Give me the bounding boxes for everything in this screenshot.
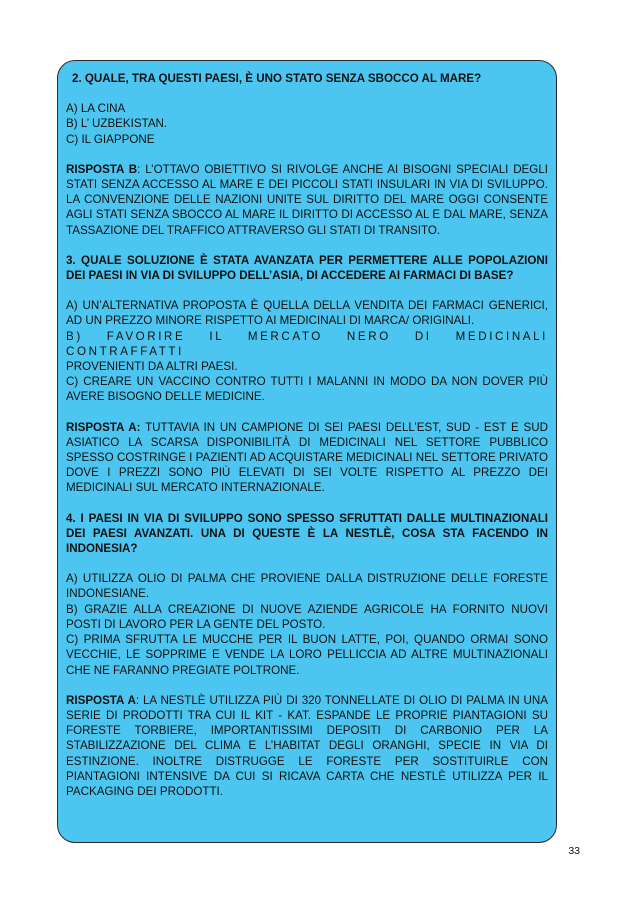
question-3: 3. QUALE SOLUZIONE È STATA AVANZATA PER PERMETTERE ALLE POPOLAZIONI DEI PAESI IN VIA DI SVILUPPO DELL’ASIA, DI ACCEDERE AI FARMACI DI BASE? [66, 253, 548, 283]
q3-answer-text: TUTTAVIA IN UN CAMPIONE DI SEI PAESI DELL’EST, SUD - EST E SUD ASIATICO LA SCARSA DISPONIBILITÀ DI MEDICINALI NEL SETTORE PUBBLICO SPESSO COSTRINGE I PAZIENTI AD ACQUISTARE MEDICINALI NEL SETTORE PRIVATO DOVE I PREZZI SONO PIÙ ELEVATI DI SEI VOLTE RISPETTO AL PREZZO DEI MEDICINALI SUL MERCATO INTERNAZIONALE. [66, 420, 549, 495]
question-2: 2. QUALE, TRA QUESTI PAESI, È UNO STATO SENZA SBOCCO AL MARE? [72, 72, 482, 85]
q4-option-b: B) GRAZIE ALLA CREAZIONE DI NUOVE AZIENDE AGRICOLE HA FORNITO NUOVI POSTI DI LAVORO PER LA GENTE DEL POSTO. [66, 602, 548, 631]
quiz-box [57, 60, 557, 843]
q3-answer [66, 420, 548, 496]
q2-option-c: C) IL GIAPPONE [66, 132, 155, 146]
q4-option-c: C) PRIMA SFRUTTA LE MUCCHE PER IL BUON LATTE, POI, QUANDO ORMAI SONO VECCHIE, LE SOPPRIME E VENDE LA LORO PELLICCIA AD ALTRE MULTINAZIONALI CHE NE FARANNO PREGIATE POLTRONE. [66, 633, 548, 677]
q4-option-a: A) UTILIZZA OLIO DI PALMA CHE PROVIENE DALLA DISTRUZIONE DELLE FORESTE INDONESIANE. [66, 572, 548, 601]
q3-option-b-line1: B) FAVORIRE IL MERCATO NERO DI MEDICINALI CONTRAFFATTI [66, 329, 548, 358]
q3-option-a: A) UN’ALTERNATIVA PROPOSTA È QUELLA DELLA VENDITA DEI FARMACI GENERICI, AD UN PREZZO MINORE RISPETTO AI MEDICINALI DI MARCA/ ORIGINALI. [66, 299, 548, 328]
q4-answer [66, 693, 548, 799]
q2-answer-text: : L’OTTAVO OBIETTIVO SI RIVOLGE ANCHE AI BISOGNI SPECIALI DEGLI STATI SENZA ACCESSO AL MARE E DEI PICCOLI STATI INSULARI IN VIA DI SVILUPPO. LA CONVENZIONE DELLE NAZIONI UNITE SUL DIRITTO DEL MARE OGGI CONSENTE AGLI STATI SENZA SBOCCO AL MARE IL DIRITTO DI ACCESSO AL E DAL MARE, SENZA TASSAZIONE DEL TRAFFICO ATTRAVERSO GLI STATI DI TRANSITO. [66, 162, 548, 237]
q2-option-b: B) L’ UZBEKISTAN. [66, 117, 168, 131]
q4-answer-text: : LA NESTLÈ UTILIZZA PIÙ DI 320 TONNELLATE DI OLIO DI PALMA IN UNA SERIE DI PRODOTTI TRA CUI IL KIT - KAT. ESPANDE LE PROPRIE PIANTAGIONI SU FORESTE TORBIERE, IMPORTANTISSIMI DEPOSITI DI CARBONIO PER LA STABILIZZAZIONE DEL CLIMA E L’HABITAT DEGLI ORANGHI, SPECIE IN VIA DI ESTINZIONE. INOLTRE DISTRUGGE LE FORESTE PER SOSTITUIRLE CON PIANTAGIONI INTENSIVE DA CUI SI RICAVA CARTA CHE NESTLÈ UTILIZZA PER IL PACKAGING DEI PRODOTTI. [66, 693, 548, 798]
q3-option-c: C) CREARE UN VACCINO CONTRO TUTTI I MALANNI IN MODO DA NON DOVER PIÙ AVERE BISOGNO DELLE MEDICINE. [66, 375, 548, 404]
q4-answer-label: RISPOSTA A [66, 693, 136, 707]
q2-answer-label: RISPOSTA B [66, 162, 138, 176]
q3-answer-label: RISPOSTA A: [66, 420, 141, 434]
page-number: 33 [568, 845, 580, 857]
q2-option-a: A) LA CINA [66, 102, 126, 116]
q2-answer [66, 162, 548, 238]
question-4: 4. I PAESI IN VIA DI SVILUPPO SONO SPESSO SFRUTTATI DALLE MULTINAZIONALI DEI PAESI AVANZATI. UNA DI QUESTE È LA NESTLÈ, COSA STA FACENDO IN INDONESIA? [66, 511, 548, 556]
q3-option-b-line2: PROVENIENTI DA ALTRI PAESI. [66, 360, 238, 374]
